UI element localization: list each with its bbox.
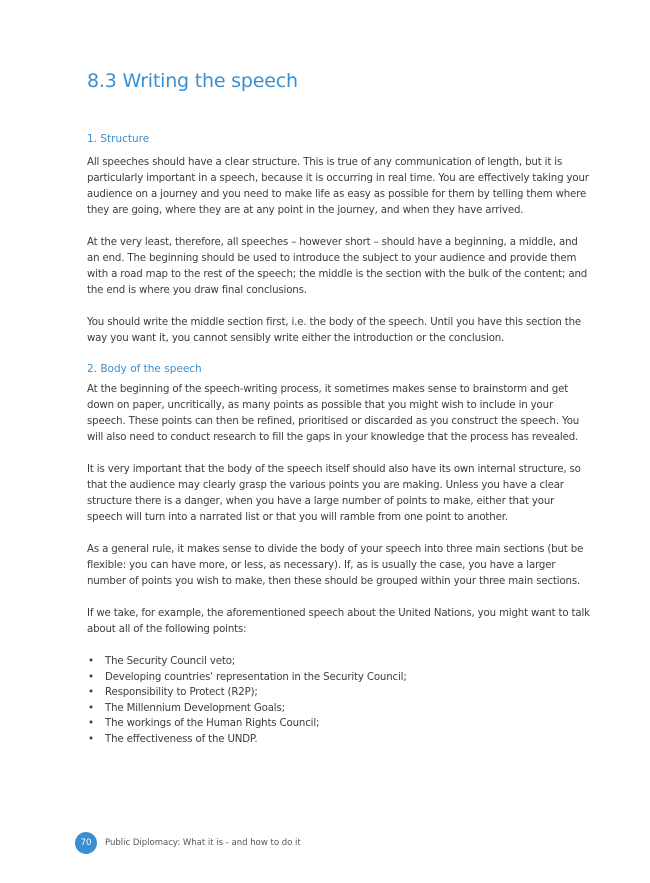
bullet-icon: • bbox=[88, 687, 94, 698]
list-item bbox=[87, 701, 592, 717]
list-item bbox=[87, 685, 592, 701]
section-heading-structure: 1. Structure bbox=[87, 133, 150, 145]
page-content bbox=[87, 132, 592, 747]
list-item-text: The effectiveness of the UNDP. bbox=[105, 733, 258, 745]
bullet-icon: • bbox=[88, 702, 94, 714]
paragraph: As a general rule, it makes sense to divide the body of your speech into three main sections (but be flexible: you can have more, or less, as necessary). If, as is usually the case, you have a larger number of points you wish to make, then these should be grouped within your three main sections. bbox=[87, 544, 584, 587]
paragraph: If we take, for example, the aforementioned speech about the United Nations, you might want to talk about all of the following points: bbox=[87, 608, 590, 635]
paragraph: At the beginning of the speech-writing process, it sometimes makes sense to brainstorm and get down on paper, uncritically, as many points as possible that you might wish to include in your speech. These points can then be refined, prioritised or discarded as you construct the speech. You will also need to conduct research to fill the gaps in your knowledge that the process has revealed. bbox=[87, 384, 580, 443]
paragraph: You should write the middle section first, i.e. the body of the speech. Until you have this section the way you want it, you cannot sensibly write either the introduction or the conclusion. bbox=[87, 317, 582, 344]
bullet-icon: • bbox=[88, 656, 94, 667]
bullet-icon: • bbox=[88, 671, 94, 683]
section-heading-body-of-speech: 2. Body of the speech bbox=[87, 363, 202, 375]
list-item-text: The workings of the Human Rights Council; bbox=[105, 718, 320, 729]
list-item-text: The Millennium Development Goals; bbox=[105, 702, 285, 714]
list-item-text: Responsibility to Protect (R2P); bbox=[105, 687, 258, 698]
list-item bbox=[87, 670, 592, 686]
list-item-text: Developing countries' representation in the Security Council; bbox=[105, 671, 407, 683]
list-item bbox=[87, 732, 592, 748]
page-footer bbox=[75, 832, 301, 854]
paragraph: All speeches should have a clear structure. This is true of any communication of length, but it is particularly important in a speech, because it is occurring in real time. You are effectively taking your audience on a journey and you need to make life as easy as possible for them by telling them where they are going, where they are at any point in the journey, and when they have arrived. bbox=[87, 157, 589, 216]
list-item bbox=[87, 654, 592, 670]
list-item-text: The Security Council veto; bbox=[105, 656, 236, 667]
page-number-badge: 70 bbox=[75, 832, 97, 854]
page-title: 8.3 Writing the speech bbox=[87, 70, 298, 92]
bullet-icon: • bbox=[88, 718, 94, 729]
paragraph: It is very important that the body of the speech itself should also have its own internal structure, so that the audience may clearly grasp the various points you are making. Unless you have a clear structure there is a danger, when you have a large number of points to make, either that your speech will turn into a narrated list or that you will ramble from one point to another. bbox=[87, 464, 581, 523]
bullet-icon: • bbox=[88, 733, 94, 745]
paragraph: At the very least, therefore, all speeches – however short – should have a beginning, a middle, and an end. The beginning should be used to introduce the subject to your audience and provide them with a road map to the rest of the speech; the middle is the section with the bulk of the content; and the end is where you draw final conclusions. bbox=[87, 237, 588, 296]
footer-title: Public Diplomacy: What it is - and how to do it bbox=[105, 838, 301, 848]
bullet-list bbox=[87, 654, 592, 747]
list-item bbox=[87, 716, 592, 732]
